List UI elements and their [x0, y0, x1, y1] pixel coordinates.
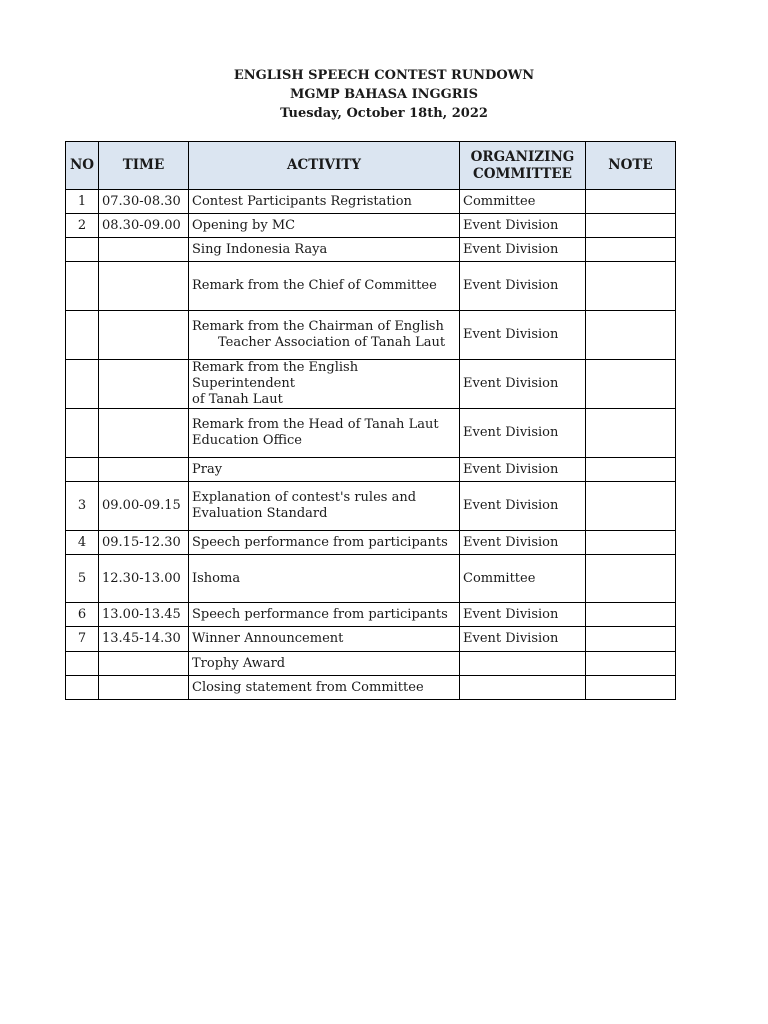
table-row [66, 190, 676, 214]
cell-note [586, 409, 676, 458]
header-organizing-committee [460, 142, 586, 190]
cell-note [586, 627, 676, 652]
cell-activity [189, 262, 460, 311]
document-heading [0, 66, 768, 123]
cell-no [66, 676, 99, 700]
cell-activity [189, 531, 460, 555]
cell-activity [189, 311, 460, 360]
cell-activity [189, 190, 460, 214]
cell-time [99, 409, 189, 458]
cell-no: 2 [66, 214, 99, 238]
table-row [66, 603, 676, 627]
cell-activity [189, 652, 460, 676]
cell-no: 7 [66, 627, 99, 652]
cell-note [586, 652, 676, 676]
cell-no: 5 [66, 555, 99, 603]
table-row [66, 360, 676, 409]
cell-no [66, 311, 99, 360]
cell-note [586, 311, 676, 360]
activity-line: Opening by MC [192, 217, 296, 233]
document-date: Tuesday, October 18th, 2022 [280, 106, 488, 121]
cell-committee: Event Division [460, 360, 586, 409]
cell-activity [189, 603, 460, 627]
activity-line: Remark from the English Superintendent [192, 360, 359, 391]
activity-line: Contest Participants Regristation [192, 193, 412, 209]
cell-note [586, 482, 676, 531]
header-time: TIME [99, 142, 189, 190]
cell-activity [189, 627, 460, 652]
header-organizing-line1: ORGANIZING [470, 148, 575, 165]
activity-line: Speech performance from participants [192, 534, 448, 550]
table-row [66, 458, 676, 482]
activity-line: Explanation of contest's rules and [192, 490, 417, 505]
cell-note [586, 676, 676, 700]
cell-no: 4 [66, 531, 99, 555]
table-row [66, 531, 676, 555]
activity-line: Remark from the Head of Tanah Laut [192, 417, 439, 432]
cell-note [586, 238, 676, 262]
table-row [66, 311, 676, 360]
header-note: NOTE [586, 142, 676, 190]
cell-activity [189, 214, 460, 238]
cell-note [586, 214, 676, 238]
activity-line: Remark from the Chairman of English [192, 319, 444, 334]
cell-time: 08.30-09.00 [99, 214, 189, 238]
cell-no [66, 458, 99, 482]
cell-time [99, 311, 189, 360]
activity-line: Education Office [192, 433, 302, 448]
cell-time [99, 262, 189, 311]
activity-line: Winner Announcement [192, 631, 344, 646]
cell-no [66, 360, 99, 409]
activity-line: Teacher Association of Tanah Laut [218, 335, 446, 350]
cell-no: 6 [66, 603, 99, 627]
activity-line: Closing statement from Committee [192, 679, 424, 695]
cell-activity [189, 409, 460, 458]
cell-committee: Event Division [460, 238, 586, 262]
activity-line: Trophy Award [192, 655, 286, 671]
cell-activity [189, 238, 460, 262]
cell-committee: Committee [460, 555, 586, 603]
cell-note [586, 262, 676, 311]
cell-time: 07.30-08.30 [99, 190, 189, 214]
table-row [66, 214, 676, 238]
header-activity: ACTIVITY [189, 142, 460, 190]
table-header-row [66, 142, 676, 190]
document-subtitle: MGMP BAHASA INGGRIS [289, 87, 479, 102]
cell-note [586, 458, 676, 482]
cell-no [66, 238, 99, 262]
activity-line: Speech performance from participants [192, 606, 448, 622]
cell-time: 12.30-13.00 [99, 555, 189, 603]
table-row [66, 262, 676, 311]
table-row [66, 652, 676, 676]
activity-line: Pray [192, 461, 223, 477]
cell-committee: Event Division [460, 603, 586, 627]
cell-time [99, 676, 189, 700]
cell-committee: Event Division [460, 311, 586, 360]
cell-no [66, 409, 99, 458]
cell-note [586, 603, 676, 627]
cell-committee [460, 676, 586, 700]
cell-committee: Event Division [460, 458, 586, 482]
cell-activity [189, 458, 460, 482]
cell-note [586, 360, 676, 409]
cell-committee: Event Division [460, 627, 586, 652]
table-row [66, 555, 676, 603]
cell-committee: Event Division [460, 531, 586, 555]
cell-time [99, 360, 189, 409]
table-row [66, 409, 676, 458]
cell-activity [189, 676, 460, 700]
activity-line: Remark from the Chief of Committee [192, 278, 437, 293]
cell-activity [189, 482, 460, 531]
cell-note [586, 531, 676, 555]
document-title: ENGLISH SPEECH CONTEST RUNDOWN [233, 68, 535, 83]
table-row [66, 482, 676, 531]
cell-no: 3 [66, 482, 99, 531]
cell-note [586, 555, 676, 603]
table-row [66, 676, 676, 700]
cell-activity [189, 360, 460, 409]
cell-time: 13.45-14.30 [99, 627, 189, 652]
table-row [66, 627, 676, 652]
header-no: NO [66, 142, 99, 190]
cell-time [99, 652, 189, 676]
cell-time: 09.15-12.30 [99, 531, 189, 555]
activity-line: Evaluation Standard [192, 506, 328, 521]
activity-line: Ishoma [192, 570, 241, 586]
cell-time [99, 238, 189, 262]
cell-no [66, 652, 99, 676]
cell-time: 13.00-13.45 [99, 603, 189, 627]
cell-committee: Event Division [460, 482, 586, 531]
cell-committee [460, 652, 586, 676]
activity-line: Sing Indonesia Raya [192, 241, 328, 257]
table-row [66, 238, 676, 262]
cell-committee: Event Division [460, 214, 586, 238]
header-organizing-line2: COMMITTEE [473, 165, 572, 182]
activity-line: of Tanah Laut [192, 392, 283, 407]
cell-note [586, 190, 676, 214]
cell-committee: Event Division [460, 262, 586, 311]
cell-time [99, 458, 189, 482]
cell-committee: Event Division [460, 409, 586, 458]
cell-no: 1 [66, 190, 99, 214]
cell-time: 09.00-09.15 [99, 482, 189, 531]
rundown-table [65, 141, 676, 700]
cell-committee: Committee [460, 190, 586, 214]
cell-activity [189, 555, 460, 603]
cell-no [66, 262, 99, 311]
